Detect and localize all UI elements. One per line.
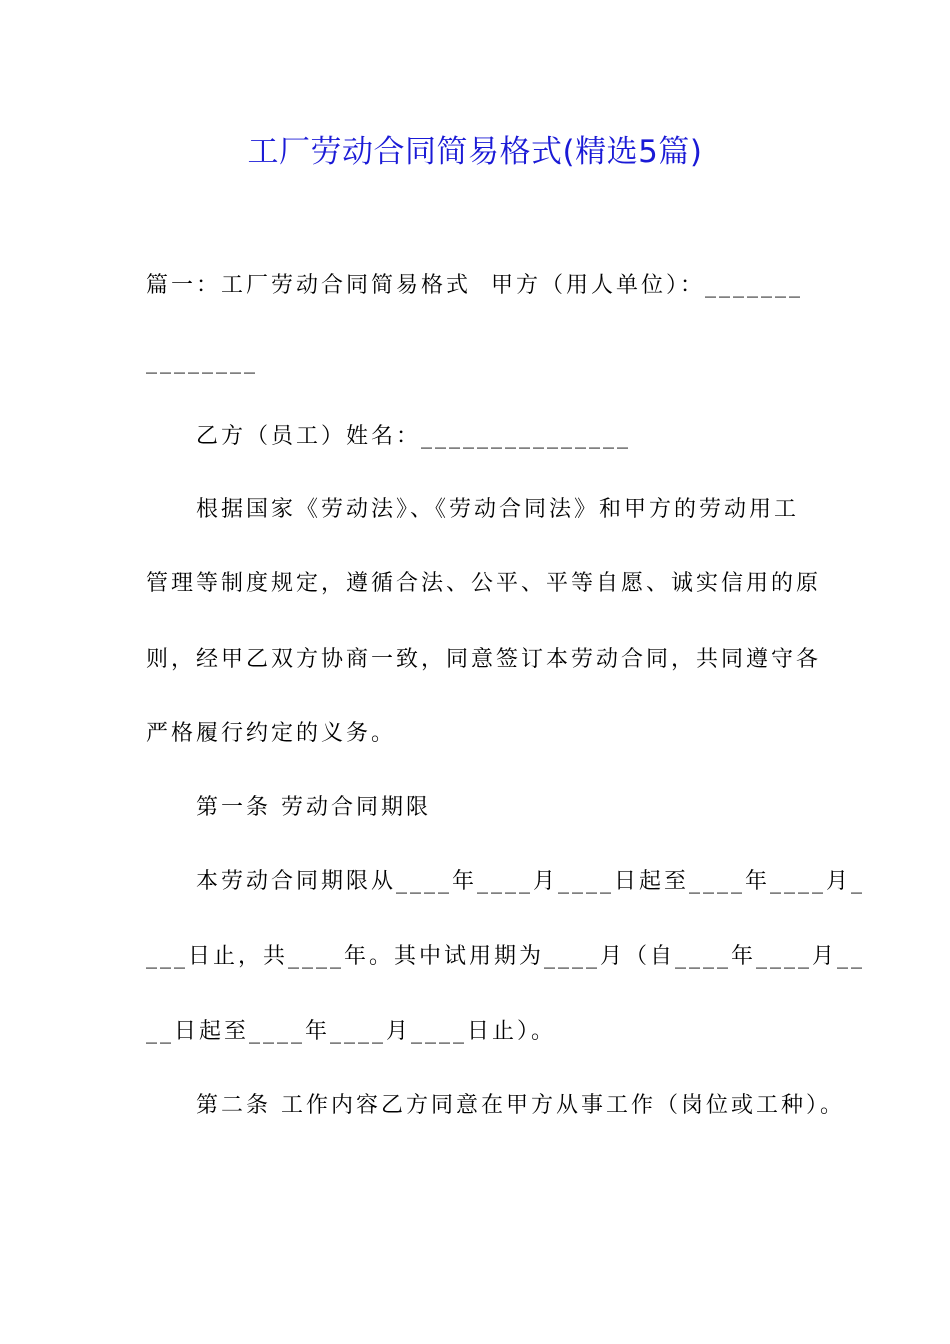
paragraph-line-7: 严格履行约定的义务。 [146, 721, 397, 746]
paragraph-line-9: ___日止，共____年。其中试用期为____月（自____年____月__ [146, 944, 866, 969]
article-heading-2: 第二条 工作内容乙方同意在甲方从事工作（岗位或工种）。 [196, 1093, 845, 1118]
paragraph-line-5: 管理等制度规定，遵循合法、公平、平等自愿、诚实信用的原 [146, 571, 822, 596]
document-title: 工厂劳动合同简易格式(精选5篇) [247, 134, 703, 170]
article-heading-1: 第一条 劳动合同期限 [196, 795, 431, 820]
paragraph-line-1: 篇一：工厂劳动合同简易格式 甲方（用人单位）：_______ [146, 273, 803, 298]
paragraph-line-6: 则，经甲乙双方协商一致，同意签订本劳动合同，共同遵守各 [146, 647, 822, 672]
paragraph-line-8: 本劳动合同期限从____年____月____日起至____年____月_ [196, 869, 866, 894]
paragraph-line-4: 根据国家《劳动法》、《劳动合同法》和甲方的劳动用工 [196, 497, 800, 522]
paragraph-line-3: 乙方（员工）姓名：_______________ [196, 424, 632, 449]
paragraph-line-10: __日起至____年____月____日止）。 [146, 1019, 557, 1044]
paragraph-line-2: ________ [146, 349, 258, 374]
